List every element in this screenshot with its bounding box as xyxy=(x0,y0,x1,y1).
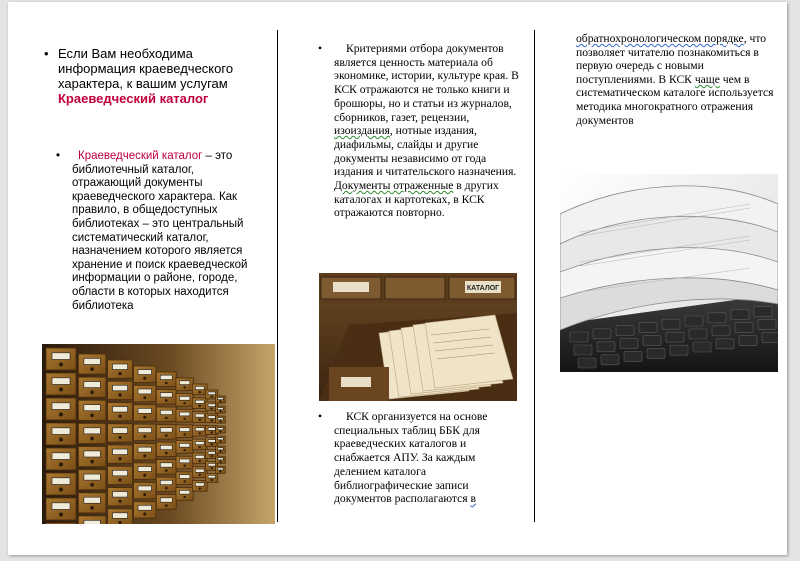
order-paragraph xyxy=(576,32,782,127)
bullet-icon: • xyxy=(318,410,323,423)
column-divider-left xyxy=(277,30,278,522)
bullet-icon: • xyxy=(44,46,49,61)
definition-text: – это библиотечный каталог, отражающий документы краеведческого характера. Как правило, в общедоступных библиотеках – это центральный систематический каталог, назначением которого является хранение и поиск краеведческой информации о районе, городе, области в которых находится библиотека xyxy=(72,150,248,312)
catalog-sign-label: КАТАЛОГ xyxy=(466,285,500,292)
bullet-icon: • xyxy=(56,150,61,162)
intro-paragraph xyxy=(44,46,268,106)
organization-paragraph xyxy=(318,410,512,506)
criteria-paragraph xyxy=(318,42,524,220)
definition-term: Краеведческий каталог xyxy=(78,150,203,162)
newspapers-keyboard-photo xyxy=(560,174,778,372)
organization-flagged-word: в xyxy=(470,492,476,506)
document-page xyxy=(8,2,787,555)
column-divider-right xyxy=(534,30,535,522)
order-text-1: , что позволяет читателю познакомиться в первую очередь с новыми поступлениями. В КСК xyxy=(576,32,767,86)
organization-text: КСК организуется на основе специальных таблиц ББК для краеведческих каталогов и снабжается АПУ. За каждым делением каталога библиографические записи документов располагаются xyxy=(334,410,488,506)
definition-paragraph xyxy=(56,150,264,313)
intro-text: Если Вам необходима информация краеведческого характера, к вашим услугам xyxy=(58,46,234,91)
criteria-flagged-phrase: Документы отраженные xyxy=(334,179,454,193)
criteria-flagged-word: изоиздания xyxy=(334,124,390,138)
intro-highlight: Краеведческий каталог xyxy=(58,91,209,106)
criteria-text-1: Критериями отбора документов является ценность материала об экономике, истории, культуре края. В КСК отражаются не только книги и брошюры, но и статьи из журналов, сборников, газет, рецензии, xyxy=(334,42,519,124)
order-flagged-word: чаще xyxy=(694,72,720,86)
bullet-icon: • xyxy=(318,42,323,55)
order-text-2: чем в систематическом каталоге используется методика многократного отражения документов xyxy=(576,72,774,127)
criteria-text-2: , нотные издания, диафильмы, слайды и другие документы независимо от года издания и читательского назначения. xyxy=(334,124,517,179)
catalog-drawer-photo xyxy=(319,273,517,401)
card-catalog-photo xyxy=(42,344,275,524)
criteria-text-3: в других каталогах и картотеках, в КСК отражаются повторно. xyxy=(334,179,499,220)
order-flagged-phrase: обратнохронологическом порядке xyxy=(576,32,744,45)
